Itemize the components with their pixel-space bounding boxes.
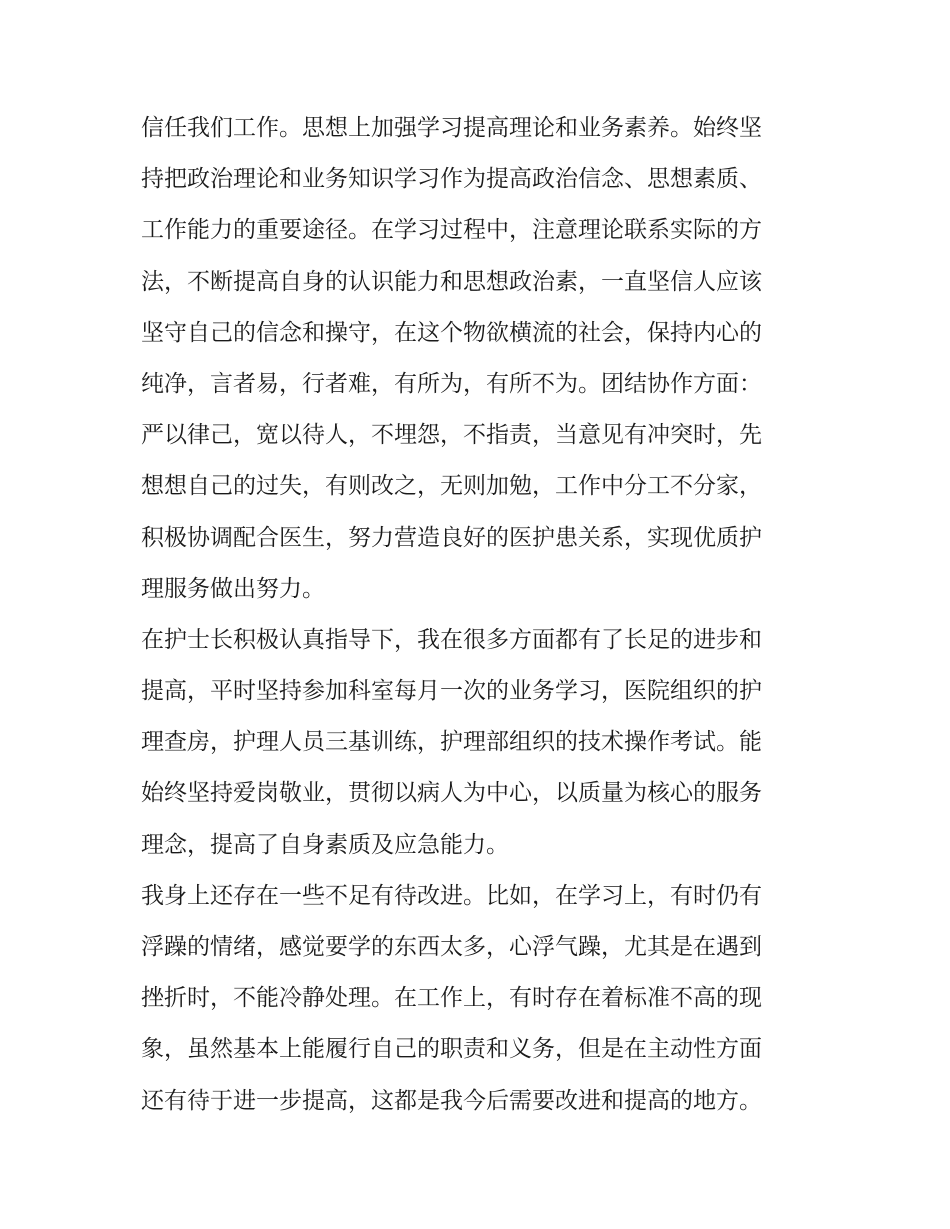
text-line: 纯净，言者易，行者难，有所为，有所不为。团结协作方面：	[141, 370, 762, 397]
text-line: 还有待于进一步提高，这都是我今后需要改进和提高的地方。	[141, 1087, 762, 1114]
text-line: 坚守自己的信念和操守，在这个物欲横流的社会，保持内心的	[141, 319, 762, 346]
text-line: 严以律己，宽以待人，不埋怨，不指责，当意见有冲突时，先	[141, 422, 762, 449]
document-body	[141, 103, 831, 1127]
text-line: 挫折时，不能冷静处理。在工作上，有时存在着标准不高的现	[141, 985, 762, 1012]
text-line: 理查房，护理人员三基训练，护理部组织的技术操作考试。能	[141, 729, 762, 756]
text-line: 工作能力的重要途径。在学习过程中，注意理论联系实际的方	[141, 217, 762, 244]
text-line: 始终坚持爱岗敬业，贯彻以病人为中心，以质量为核心的服务	[141, 780, 762, 807]
text-line: 持把政治理论和业务知识学习作为提高政治信念、思想素质、	[141, 166, 762, 193]
text-line: 理服务做出努力。	[141, 575, 325, 602]
text-line: 浮躁的情绪，感觉要学的东西太多，心浮气躁，尤其是在遇到	[141, 934, 762, 960]
text-line: 在护士长积极认真指导下，我在很多方面都有了长足的进步和	[141, 626, 762, 653]
text-line: 信任我们工作。思想上加强学习提高理论和业务素养。始终坚	[141, 115, 762, 141]
text-line: 提高，平时坚持参加科室每月一次的业务学习，医院组织的护	[141, 678, 762, 705]
text-line: 我身上还存在一些不足有待改进。比如，在学习上，有时仍有	[141, 882, 762, 909]
text-line: 法，不断提高自身的认识能力和思想政治素，一直坚信人应该	[141, 268, 762, 295]
paragraph-1	[141, 103, 831, 615]
paragraph-3	[141, 871, 831, 1127]
text-line: 想想自己的过失，有则改之，无则加勉，工作中分工不分家，	[141, 473, 762, 500]
text-line: 积极协调配合医生，努力营造良好的医护患关系，实现优质护	[141, 524, 762, 551]
text-line: 理念，提高了自身素质及应急能力。	[141, 831, 509, 858]
text-line: 象，虽然基本上能履行自己的职责和义务，但是在主动性方面	[141, 1036, 762, 1063]
paragraph-2	[141, 615, 831, 871]
